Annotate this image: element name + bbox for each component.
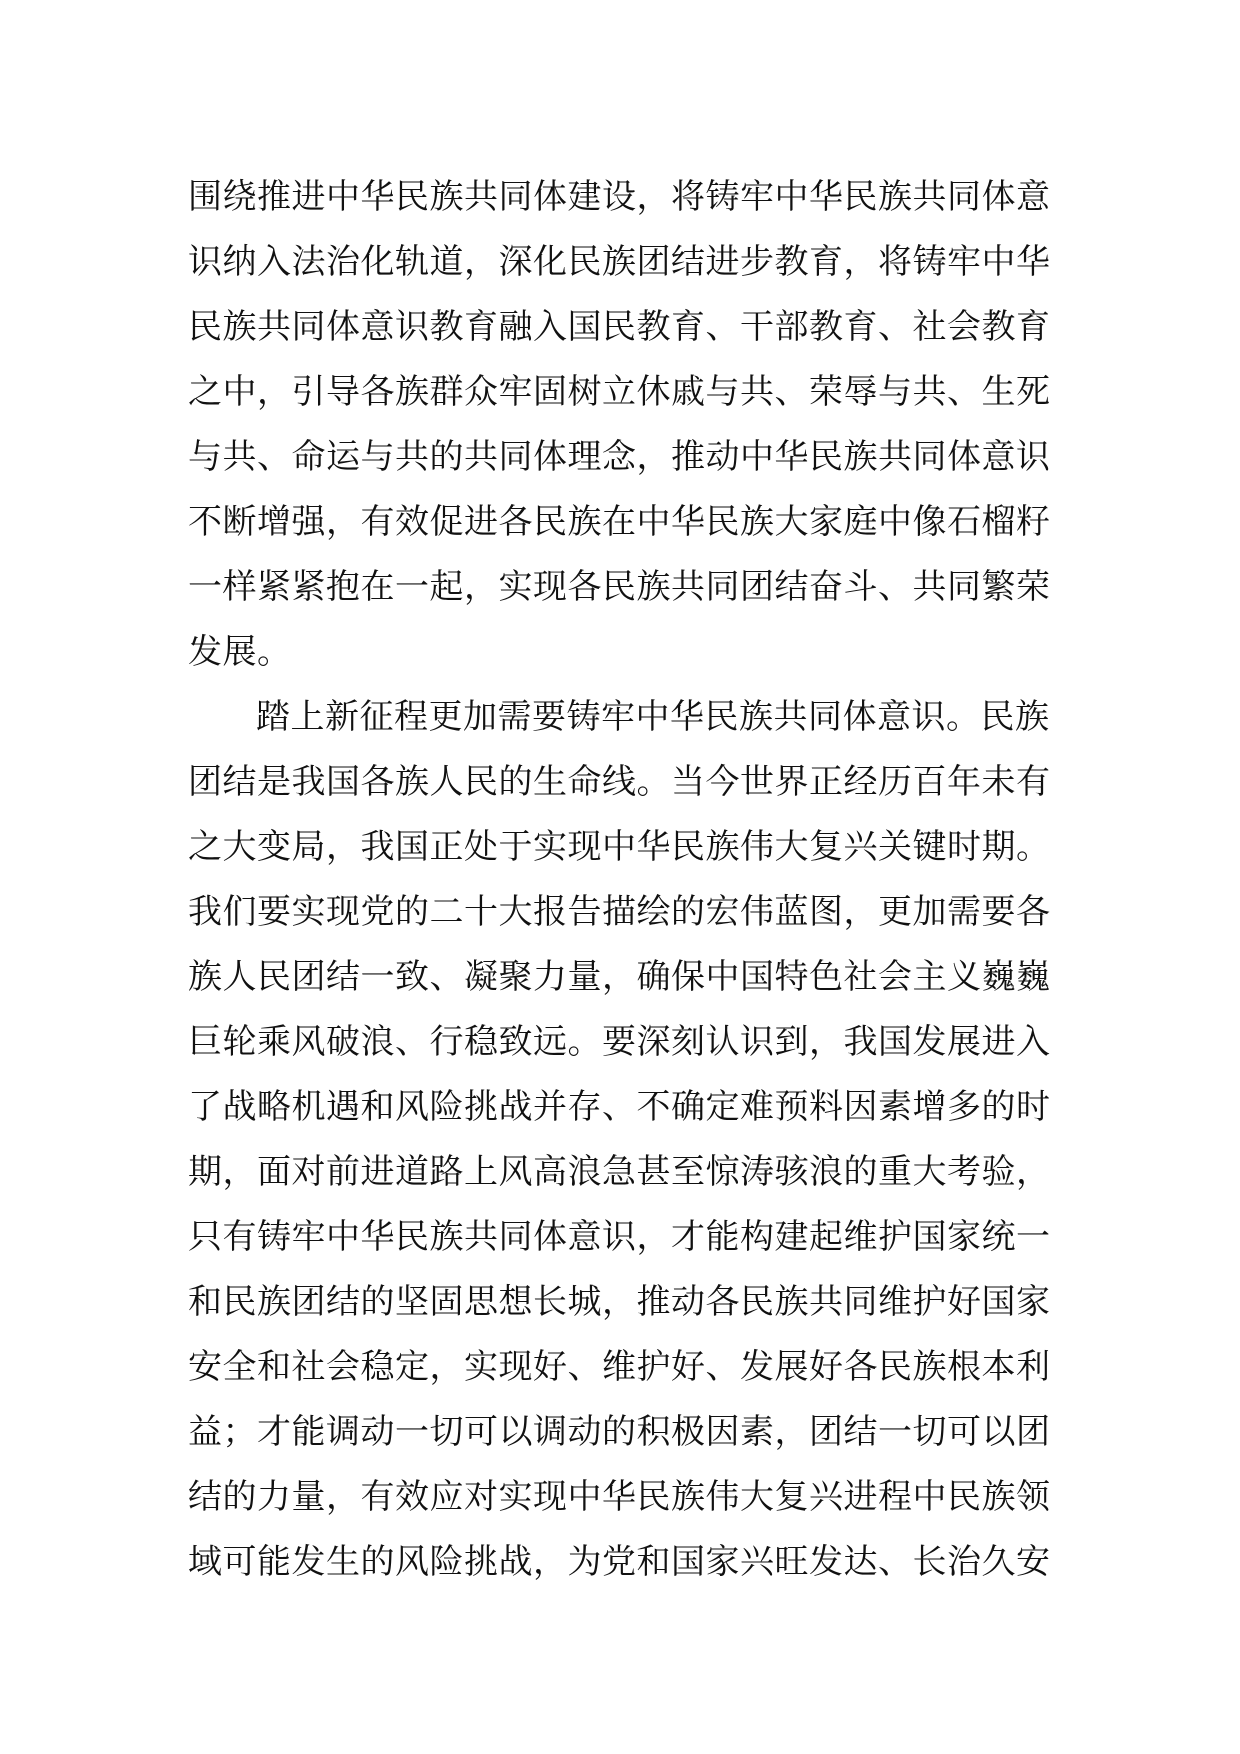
text-line: 不断增强，有效促进各民族在中华民族大家庭中像石榴籽 (188, 502, 1051, 542)
text-line: 期，面对前进道路上风高浪急甚至惊涛骇浪的重大考验， (188, 1152, 1051, 1192)
paragraph-first-line: 踏上新征程更加需要铸牢中华民族共同体意识。民族 (256, 697, 1050, 737)
text-line: 与共、命运与共的共同体理念，推动中华民族共同体意识 (188, 437, 1051, 477)
text-line: 了战略机遇和风险挑战并存、不确定难预料因素增多的时 (188, 1087, 1051, 1127)
text-line: 族人民团结一致、凝聚力量，确保中国特色社会主义巍巍 (188, 957, 1051, 997)
text-line: 结的力量，有效应对实现中华民族伟大复兴进程中民族领 (188, 1477, 1051, 1517)
text-line: 巨轮乘风破浪、行稳致远。要深刻认识到，我国发展进入 (188, 1022, 1051, 1062)
text-line: 安全和社会稳定，实现好、维护好、发展好各民族根本利 (188, 1347, 1051, 1387)
text-line: 发展。 (188, 632, 292, 672)
text-line: 域可能发生的风险挑战，为党和国家兴旺发达、长治久安 (188, 1542, 1051, 1582)
body-text (188, 165, 1058, 1595)
text-line: 民族共同体意识教育融入国民教育、干部教育、社会教育 (188, 307, 1051, 347)
text-line: 益；才能调动一切可以调动的积极因素，团结一切可以团 (188, 1412, 1051, 1452)
text-line: 一样紧紧抱在一起，实现各民族共同团结奋斗、共同繁荣 (188, 567, 1051, 607)
text-line: 识纳入法治化轨道，深化民族团结进步教育，将铸牢中华 (188, 242, 1051, 282)
text-line: 我们要实现党的二十大报告描绘的宏伟蓝图，更加需要各 (188, 892, 1051, 932)
text-line: 团结是我国各族人民的生命线。当今世界正经历百年未有 (188, 762, 1051, 802)
text-line: 和民族团结的坚固思想长城，推动各民族共同维护好国家 (188, 1282, 1051, 1322)
text-line: 之中，引导各族群众牢固树立休戚与共、荣辱与共、生死 (188, 372, 1051, 412)
text-line: 之大变局，我国正处于实现中华民族伟大复兴关键时期。 (188, 827, 1051, 867)
text-line: 围绕推进中华民族共同体建设，将铸牢中华民族共同体意 (188, 177, 1051, 217)
text-line: 只有铸牢中华民族共同体意识，才能构建起维护国家统一 (188, 1217, 1051, 1257)
